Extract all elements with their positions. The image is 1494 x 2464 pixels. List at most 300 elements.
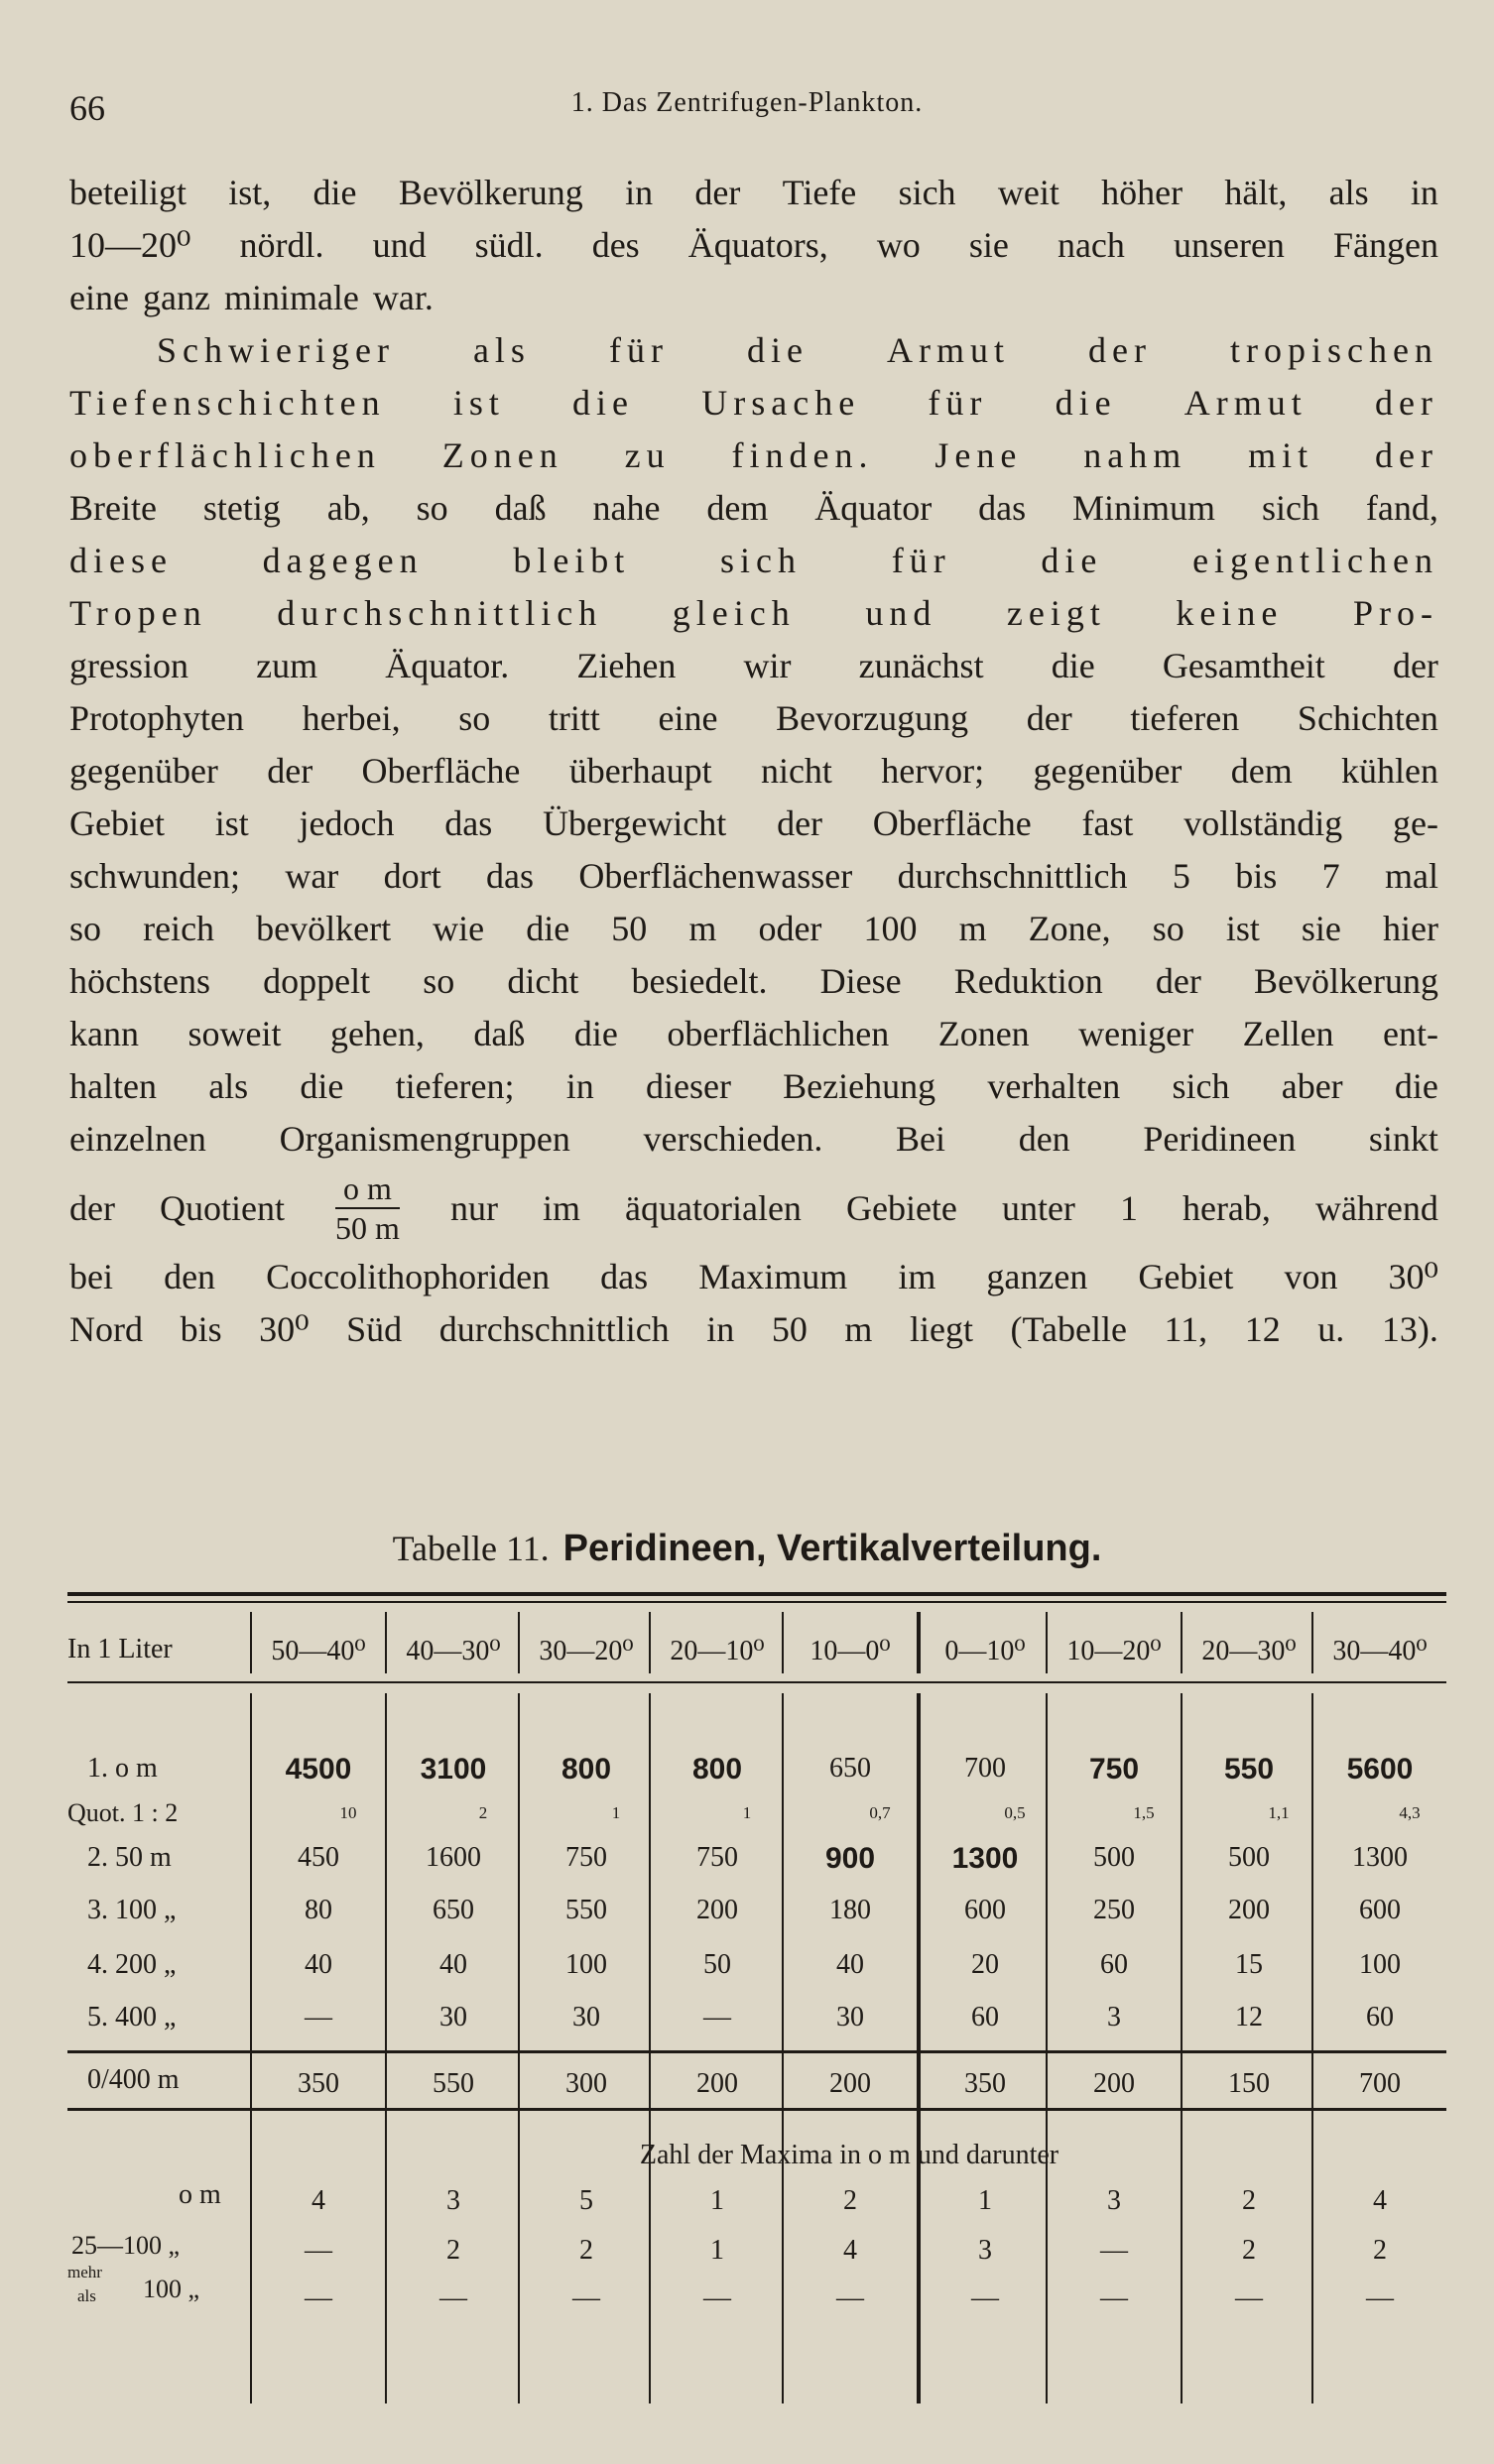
word: unter (1001, 1187, 1075, 1228)
total-cell: 350 (298, 2068, 339, 2099)
word: daß (473, 1014, 526, 1053)
word: als (472, 330, 531, 370)
maxima-row-label-value: 100 „ (143, 2275, 200, 2303)
word: nahm (1083, 435, 1187, 475)
maxima-title: Zahl der Maxima in o m und darunter (639, 2140, 1059, 2170)
table-cell: 750 (565, 1842, 607, 1873)
text-line (69, 745, 1438, 798)
word: überhaupt (568, 751, 712, 791)
maxima-cell: — (572, 2282, 600, 2313)
word: den (1018, 1119, 1070, 1159)
text-line (69, 1303, 1438, 1356)
total-cell: 200 (696, 2068, 738, 2099)
word: hervor; (881, 751, 985, 791)
word: 30⁰ (1388, 1257, 1438, 1296)
total-row-label: 0/400 m (87, 2064, 180, 2095)
column-header: 0—10⁰ (944, 1636, 1026, 1666)
table-cell: 40 (836, 1949, 864, 1980)
word: kühlen (1341, 751, 1438, 791)
maxima-cell: 2 (843, 2185, 857, 2216)
word: Peridineen (1143, 1119, 1297, 1159)
column-header: 20—30⁰ (1201, 1636, 1297, 1666)
word: als (208, 1066, 249, 1106)
text-line (69, 430, 1438, 482)
word: ganzen (986, 1257, 1088, 1296)
word: minimale (223, 278, 359, 317)
word: Jene (934, 435, 1023, 475)
word: tieferen; (395, 1066, 515, 1106)
word: der (267, 751, 313, 791)
word: 11, (1164, 1309, 1208, 1349)
maxima-cell: 2 (1373, 2235, 1387, 2266)
word: gleich (672, 593, 796, 633)
maxima-cell: — (1366, 2282, 1394, 2313)
maxima-cell: 5 (579, 2185, 593, 2216)
table-cell: 1300 (951, 1842, 1019, 1875)
word: südl. (474, 225, 544, 265)
row-label: 4. 200 „ (87, 1949, 177, 1980)
word: sich (898, 173, 956, 212)
word: herbei, (302, 698, 401, 738)
text-line (69, 535, 1438, 587)
word: Protophyten (69, 698, 244, 738)
word: soweit (187, 1014, 282, 1053)
word: hier (1382, 909, 1438, 948)
word: m (958, 909, 987, 948)
table-cell: 180 (829, 1895, 871, 1925)
word: und (372, 225, 427, 265)
word: war (285, 856, 339, 896)
word: in (625, 173, 654, 212)
maxima-cell: 2 (446, 2235, 460, 2266)
table-cell: 40 (439, 1949, 467, 1980)
table-cell: 650 (433, 1895, 474, 1925)
row-label: 2. 50 m (87, 1842, 172, 1873)
word: für (928, 383, 988, 423)
fraction-numerator: o m (335, 1170, 400, 1209)
word: in (1410, 173, 1438, 212)
word: Armut (886, 330, 1010, 370)
word: Breite (69, 488, 157, 528)
word: die (1055, 383, 1117, 423)
word: Pro- (1352, 593, 1438, 633)
word: bevölkert (256, 909, 392, 948)
table-cell: 800 (691, 1753, 743, 1786)
text-line (69, 587, 1438, 640)
word: mal (1385, 856, 1438, 896)
word: finden. (731, 435, 874, 475)
word: Gesamtheit (1162, 646, 1325, 685)
peridineen-table (67, 1592, 1446, 2328)
word: jedoch (299, 803, 395, 843)
word: wo (876, 225, 921, 265)
total-cell: 150 (1228, 2068, 1270, 2099)
word: ist, (228, 173, 272, 212)
word: nördl. (239, 225, 324, 265)
word: der (1087, 330, 1152, 370)
word: und (865, 593, 937, 633)
word: Organismengruppen (279, 1119, 570, 1159)
word: schwunden; (69, 856, 240, 896)
word: der (694, 173, 741, 212)
maxima-row-label-top: mehr (67, 2263, 102, 2281)
maxima-cell: 1 (978, 2185, 992, 2216)
quotient-value: 1 (611, 1803, 621, 1822)
word: während (1314, 1187, 1438, 1228)
word: die (1041, 541, 1103, 580)
word: 10—20⁰ (69, 225, 191, 265)
maxima-cell: — (1100, 2282, 1128, 2313)
word: die (572, 383, 635, 423)
table-cell: 700 (964, 1753, 1006, 1784)
word: die (746, 330, 809, 370)
total-cell: 550 (433, 2068, 474, 2099)
table-cell: 60 (1100, 1949, 1128, 1980)
word: eigentlichen (1192, 541, 1438, 580)
table-rule (67, 1592, 1446, 1596)
maxima-cell: 3 (978, 2235, 992, 2266)
word: 12 (1244, 1309, 1281, 1349)
text-line (69, 692, 1438, 745)
word: stetig (202, 488, 281, 528)
maxima-cell: — (305, 2235, 332, 2266)
word: durchschnittlich (277, 593, 603, 633)
text-line (69, 167, 1438, 219)
total-cell: 700 (1359, 2068, 1401, 2099)
table-cell: 550 (1223, 1753, 1275, 1786)
table-cell: 15 (1235, 1949, 1263, 1980)
word: nur (449, 1187, 498, 1228)
word: wir (743, 646, 792, 685)
table-cell: 100 (1359, 1949, 1401, 1980)
word: so (416, 488, 448, 528)
quotient-value: 2 (478, 1803, 488, 1822)
word: die (312, 173, 357, 212)
word: der (1155, 961, 1201, 1001)
table-cell: — (305, 2002, 332, 2033)
word: unseren (1173, 225, 1285, 265)
quotient-fraction (335, 1170, 400, 1247)
word: den (164, 1257, 216, 1296)
text-line (69, 1008, 1438, 1060)
maxima-cell: — (971, 2282, 999, 2313)
table-rule (67, 2050, 1446, 2053)
word: ge- (1392, 803, 1438, 843)
word: Äquator (814, 488, 933, 528)
word: Ziehen (576, 646, 677, 685)
column-header: 40—30⁰ (406, 1636, 501, 1666)
word: das (444, 803, 493, 843)
word: der (1374, 383, 1438, 423)
total-cell: 200 (829, 2068, 871, 2099)
word: die (1051, 646, 1095, 685)
word: sich (1261, 488, 1319, 528)
table-cell: 750 (696, 1842, 738, 1873)
total-cell: 350 (964, 2068, 1006, 2099)
word: m (844, 1309, 873, 1349)
word: als (1328, 173, 1369, 212)
word: Äquators, (687, 225, 828, 265)
table-cell: 12 (1235, 2002, 1263, 2033)
table-caption-title: Peridineen, Vertikalverteilung. (562, 1528, 1102, 1569)
maxima-cell: 2 (1242, 2235, 1256, 2266)
word: ist (452, 383, 505, 423)
word: dem (1230, 751, 1293, 791)
word: äquatorialen (625, 1187, 802, 1228)
maxima-cell: 4 (843, 2235, 857, 2266)
word: durchschnittlich (897, 856, 1128, 896)
table-cell: 200 (1228, 1895, 1270, 1925)
word: tropischen (1229, 330, 1438, 370)
quotient-value: 4,3 (1399, 1803, 1421, 1822)
word: der (777, 803, 823, 843)
table-cell: 3 (1107, 2002, 1121, 2033)
maxima-cell: 1 (710, 2185, 724, 2216)
text-line (69, 482, 1438, 535)
word: dagegen (262, 541, 424, 580)
table-cell: 4500 (285, 1753, 352, 1786)
word: Schwieriger (157, 330, 395, 370)
word: so (458, 698, 491, 738)
word: sinkt (1368, 1119, 1438, 1159)
table-cell: 1300 (1352, 1842, 1408, 1873)
table-cell: 500 (1093, 1842, 1135, 1873)
column-header: 20—10⁰ (670, 1636, 765, 1666)
word: Zonen (937, 1014, 1030, 1053)
word: der (1392, 646, 1438, 685)
word: gression (69, 646, 188, 685)
table-cell: 5600 (1346, 1753, 1414, 1786)
row-label: Quot. 1 : 2 (67, 1798, 179, 1827)
table-cell: 800 (560, 1753, 612, 1786)
word: gegenüber (1033, 751, 1183, 791)
column-header: 10—0⁰ (809, 1636, 891, 1666)
table-cell: — (703, 2002, 731, 2033)
word: gegenüber (69, 751, 218, 791)
word: das (978, 488, 1027, 528)
column-header: 10—20⁰ (1066, 1636, 1162, 1666)
quotient-value: 0,7 (869, 1803, 891, 1822)
word: Zellen (1242, 1014, 1334, 1053)
word: Tropen (69, 593, 207, 633)
word: sie (1301, 909, 1341, 948)
table-cell: 30 (572, 2002, 600, 2033)
word: liegt (909, 1309, 973, 1349)
word: so (423, 961, 455, 1001)
running-title: 1. Das Zentrifugen-Plankton. (570, 87, 924, 118)
word: Nord (69, 1309, 143, 1349)
word: verschieden. (643, 1119, 823, 1159)
table-rule (67, 1681, 1446, 1683)
text-line (69, 1251, 1438, 1303)
table-cell: 450 (298, 1842, 339, 1873)
running-header (69, 87, 1425, 127)
word: so (1152, 909, 1184, 948)
table-cell: 1600 (426, 1842, 481, 1873)
word: dem (706, 488, 769, 528)
text-line (69, 219, 1438, 272)
word: diese (69, 541, 173, 580)
maxima-cell: — (703, 2282, 731, 2313)
word: ent- (1383, 1014, 1438, 1053)
word: Tiefenschichten (69, 383, 386, 423)
maxima-row-label-bottom: als (77, 2286, 96, 2305)
table-cell: 60 (971, 2002, 999, 2033)
word: die (526, 909, 570, 948)
table-cell: 60 (1366, 2002, 1394, 2033)
word: im (898, 1257, 936, 1296)
word: bei (69, 1257, 113, 1296)
word: weniger (1078, 1014, 1194, 1053)
word: daß (494, 488, 547, 528)
table-rule (67, 1601, 1446, 1603)
text-line (69, 324, 1438, 377)
word: durchschnittlich (438, 1309, 670, 1349)
quotient-value: 10 (339, 1803, 357, 1822)
table-caption (0, 1528, 1494, 1570)
word: fast (1081, 803, 1134, 843)
word: Fängen (1333, 225, 1438, 265)
fraction-denominator: 50 m (335, 1210, 400, 1246)
word: Zone, (1028, 909, 1111, 948)
word: verhalten (987, 1066, 1121, 1106)
word: Minimum (1072, 488, 1216, 528)
table-cell: 500 (1228, 1842, 1270, 1873)
word: Bevölkerung (1253, 961, 1438, 1001)
page-number: 66 (69, 88, 105, 128)
word: keine (1176, 593, 1284, 633)
word: aber (1281, 1066, 1343, 1106)
text-line (69, 1113, 1438, 1166)
maxima-cell: 2 (1242, 2185, 1256, 2216)
word: tieferen (1130, 698, 1240, 738)
quotient-value: 1 (742, 1803, 752, 1822)
word: das (600, 1257, 649, 1296)
word: die (300, 1066, 344, 1106)
word: die (573, 1014, 618, 1053)
word: zunächst (858, 646, 984, 685)
table-caption-label: Tabelle 11. (392, 1529, 550, 1568)
table-cell: 600 (964, 1895, 1006, 1925)
word: nahe (592, 488, 661, 528)
text-line (69, 903, 1438, 955)
word: hält, (1224, 173, 1288, 212)
word: ganz (142, 278, 210, 317)
quotient-value: 0,5 (1004, 1803, 1026, 1822)
word: Bevölkerung (398, 173, 583, 212)
word: Gebiet (1138, 1257, 1234, 1296)
word: Gebiete (845, 1187, 957, 1228)
word: ab, (326, 488, 370, 528)
text-line (69, 798, 1438, 850)
word: Süd (346, 1309, 403, 1349)
word: 1 (1119, 1187, 1138, 1228)
maxima-cell: 4 (311, 2185, 325, 2216)
maxima-cell: — (836, 2282, 864, 2313)
column-header: 50—40⁰ (271, 1636, 366, 1666)
word: kann (69, 1014, 139, 1053)
word: 30⁰ (259, 1309, 310, 1349)
word: Maximum (698, 1257, 848, 1296)
maxima-cell: 2 (579, 2235, 593, 2266)
maxima-cell: 3 (1107, 2185, 1121, 2216)
word: für (608, 330, 669, 370)
table-cell: 30 (836, 2002, 864, 2033)
word: oberflächlichen (667, 1014, 890, 1053)
word: die (1394, 1066, 1438, 1106)
table-cell: 30 (439, 2002, 467, 2033)
word: sie (968, 225, 1009, 265)
text-line (69, 272, 1438, 324)
table-cell: 650 (829, 1753, 871, 1784)
word: der (1026, 698, 1072, 738)
word: Oberfläche (872, 803, 1032, 843)
word: Bei (896, 1119, 946, 1159)
text-line (69, 1060, 1438, 1113)
maxima-cell: 3 (446, 2185, 460, 2216)
table-cell: 40 (305, 1949, 332, 1980)
table-cell: 50 (703, 1949, 731, 1980)
table-cell: 80 (305, 1895, 332, 1925)
table-cell: 550 (565, 1895, 607, 1925)
maxima-cell: — (439, 2282, 467, 2313)
word: sich (1172, 1066, 1230, 1106)
word: zum (256, 646, 318, 685)
word: halten (69, 1066, 157, 1106)
word: Gebiet (69, 803, 165, 843)
word: oder (758, 909, 822, 948)
word: Oberflächenwasser (578, 856, 853, 896)
word: weit (997, 173, 1059, 212)
word: ist (1225, 909, 1260, 948)
table-cell: 200 (696, 1895, 738, 1925)
word: der (69, 1187, 115, 1228)
quotient-value: 1,5 (1133, 1803, 1155, 1822)
column-header: 30—20⁰ (539, 1636, 634, 1666)
maxima-cell: 1 (710, 2235, 724, 2266)
word: tritt (548, 698, 600, 738)
word: einzelnen (69, 1119, 206, 1159)
word: dicht (507, 961, 579, 1001)
word: zu (624, 435, 671, 475)
word: in (706, 1309, 735, 1349)
word: zeigt (1006, 593, 1106, 633)
word: beteiligt (69, 173, 187, 212)
word: höher (1101, 173, 1183, 212)
body-text (69, 167, 1438, 1356)
word: bis (1235, 856, 1278, 896)
word: gehen, (329, 1014, 425, 1053)
text-line (69, 377, 1438, 430)
row-header-label: In 1 Liter (67, 1634, 173, 1664)
table-cell: 900 (824, 1842, 876, 1875)
word: höchstens (69, 961, 210, 1001)
word: 100 (863, 909, 918, 948)
word: dieser (645, 1066, 731, 1106)
word: wie (433, 909, 485, 948)
maxima-row-label: o m (179, 2179, 221, 2210)
word: Armut (1183, 383, 1307, 423)
word: 13). (1381, 1309, 1438, 1349)
word: im (542, 1187, 580, 1228)
word: Beziehung (783, 1066, 936, 1106)
word: nach (1057, 225, 1125, 265)
word: oberflächlichen (69, 435, 381, 475)
word: 7 (1321, 856, 1340, 896)
word: eine (658, 698, 718, 738)
row-label: 3. 100 „ (87, 1895, 177, 1925)
total-cell: 300 (565, 2068, 607, 2099)
